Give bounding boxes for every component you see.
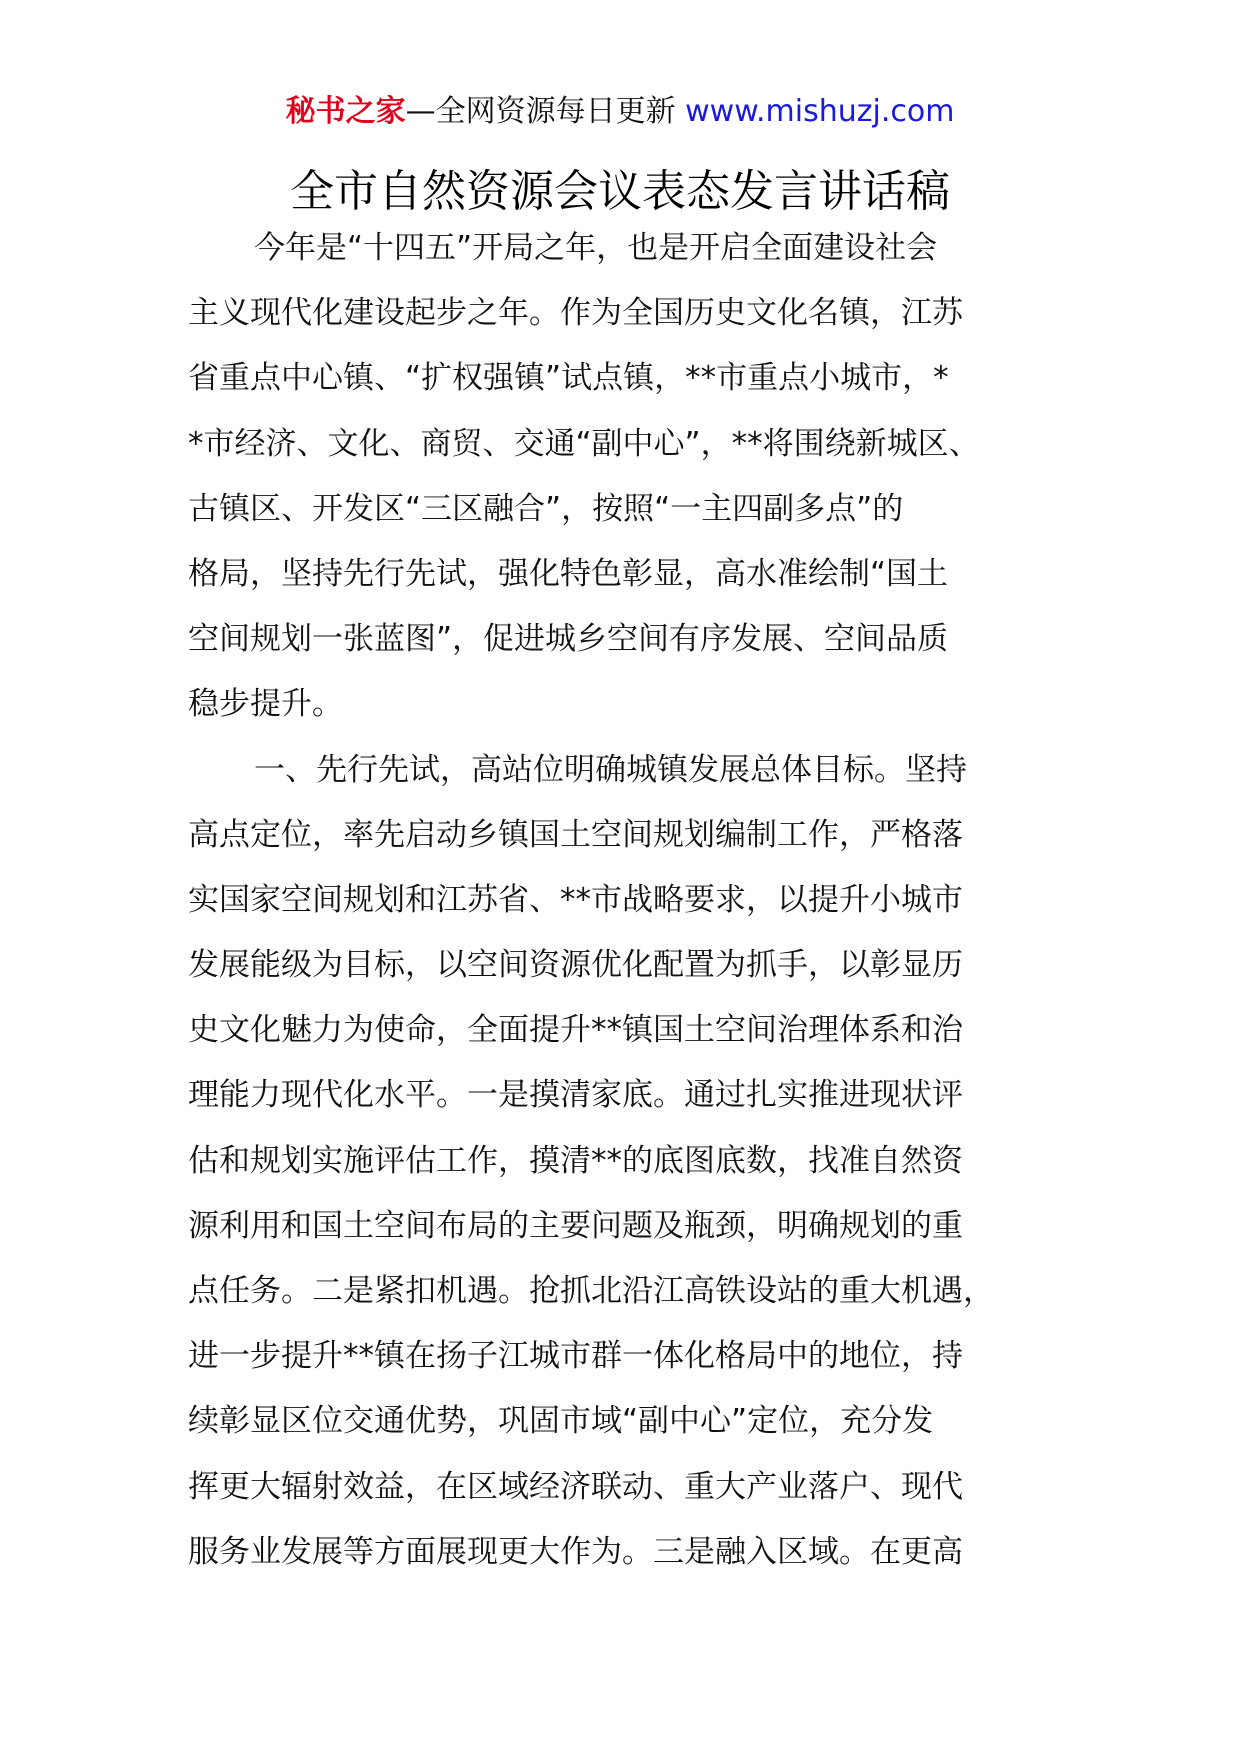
document-body xyxy=(188,228,1068,1597)
text-line: 实国家空间规划和江苏省、**市战略要求，以提升小城市 xyxy=(188,881,963,918)
text-line: 古镇区、开发区“三区融合”，按照“一主四副多点”的 xyxy=(188,490,904,527)
brand-name: 秘书之家 xyxy=(285,94,406,129)
text-line: 格局，坚持先行先试，强化特色彰显，高水准绘制“国土 xyxy=(188,555,949,592)
text-line: *市经济、文化、商贸、交通“副中心”，**将围绕新城区、 xyxy=(188,425,980,462)
text-line: 稳步提升。 xyxy=(188,686,343,723)
text-line: 挥更大辐射效益，在区域经济联动、重大产业落户、现代 xyxy=(188,1468,963,1505)
text-line: 省重点中心镇、“扩权强镇”试点镇，**市重点小城市，* xyxy=(188,360,949,397)
site-header xyxy=(0,92,1240,132)
text-line: 史文化魅力为使命，全面提升**镇国土空间治理体系和治 xyxy=(188,1012,963,1049)
text-line: 空间规划一张蓝图”，促进城乡空间有序发展、空间品质 xyxy=(188,621,949,658)
text-line: 主义现代化建设起步之年。作为全国历史文化名镇，江苏 xyxy=(188,295,963,332)
text-line: 进一步提升**镇在扬子江城市群一体化格局中的地位，持 xyxy=(188,1338,963,1375)
text-line: 理能力现代化水平。一是摸清家底。通过扎实推进现状评 xyxy=(188,1077,963,1114)
text-line: 源利用和国土空间布局的主要问题及瓶颈，明确规划的重 xyxy=(188,1207,963,1244)
text-line: 发展能级为目标，以空间资源优化配置为抓手，以彰显历 xyxy=(188,947,963,984)
text-line: 估和规划实施评估工作，摸清**的底图底数，找准自然资 xyxy=(188,1142,963,1179)
text-line: 一、先行先试，高站位明确城镇发展总体目标。坚持 xyxy=(254,751,967,788)
text-line: 续彰显区位交通优势，巩固市域“副中心”定位，充分发 xyxy=(188,1403,934,1440)
text-line: 服务业发展等方面展现更大作为。三是融入区域。在更高 xyxy=(188,1533,963,1570)
text-line: 今年是“十四五”开局之年，也是开启全面建设社会 xyxy=(254,230,938,266)
document-title: 全市自然资源会议表态发言讲话稿 xyxy=(290,166,950,217)
text-line: 高点定位，率先启动乡镇国土空间规划编制工作，严格落 xyxy=(188,816,963,853)
site-url-link[interactable]: www.mishuzj.com xyxy=(685,94,955,129)
header-tagline: —全网资源每日更新 xyxy=(405,94,686,129)
text-line: 点任务。二是紧扣机遇。抢抓北沿江高铁设站的重大机遇， xyxy=(188,1273,994,1309)
